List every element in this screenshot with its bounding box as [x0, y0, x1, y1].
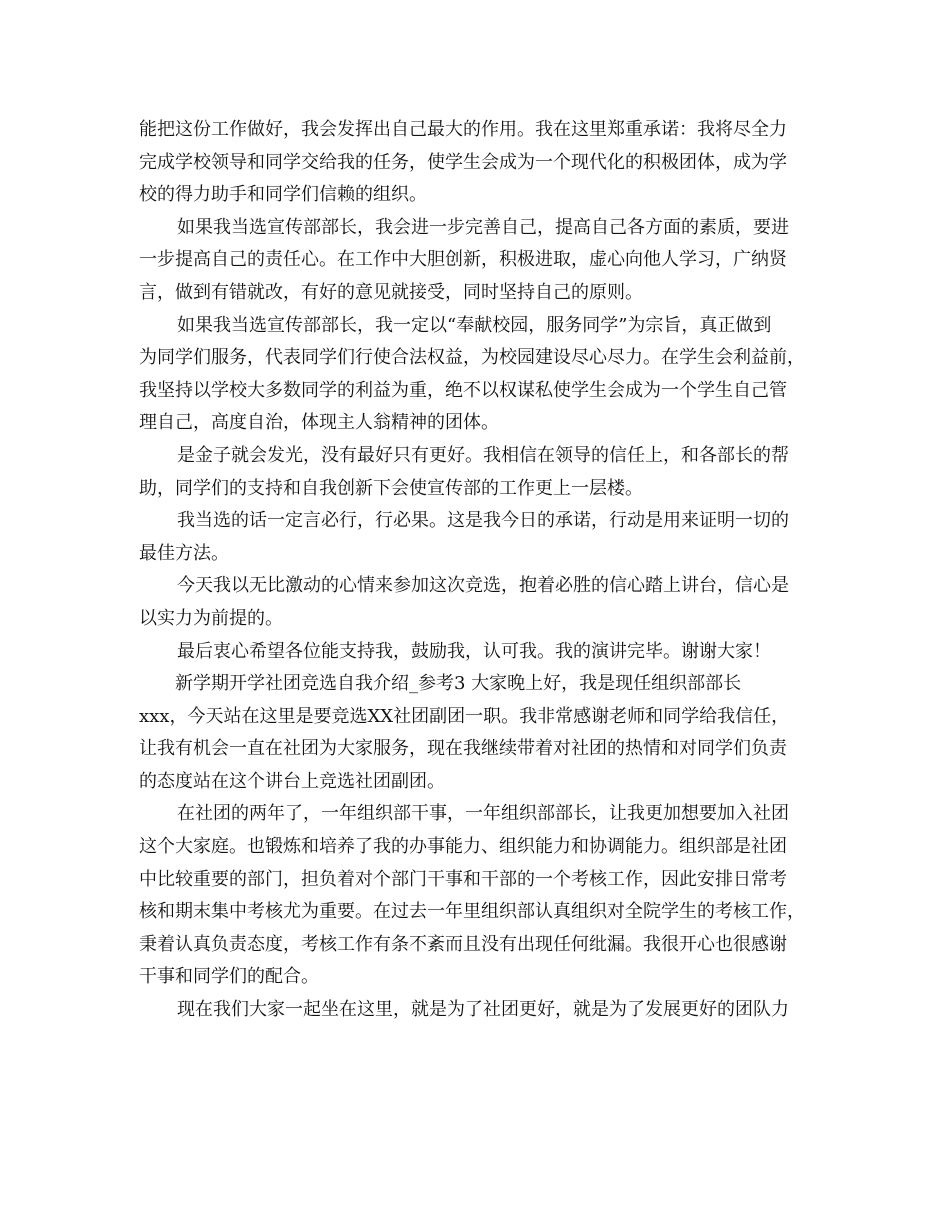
text-line: 让我有机会一直在社团为大家服务，现在我继续带着对社团的热情和对同学们负责: [139, 738, 787, 760]
text-line: 为同学们服务，代表同学们行使合法权益，为校园建设尽心尽力。在学生会利益前，: [139, 347, 805, 369]
text-line: 核和期末集中考核尤为重要。在过去一年里组织部认真组织对全院学生的考核工作，: [139, 901, 805, 923]
text-line: 干事和同学们的配合。: [139, 966, 319, 988]
text-line: 的态度站在这个讲台上竞选社团副团。: [139, 770, 445, 792]
text-line: 言，做到有错就改，有好的意见就接受，同时坚持自己的原则。: [139, 281, 643, 303]
section-heading-line: 新学期开学社团竞选自我介绍_参考3 大家晚上好，我是现任组织部部长: [175, 673, 742, 695]
paragraph-start-line: 如果我当选宣传部部长，我会进一步完善自己，提高自己各方面的素质，要进: [177, 216, 789, 238]
text-line: 秉着认真负责态度，考核工作有条不紊而且没有出现任何纰漏。我很开心也很感谢: [139, 933, 787, 955]
text-line: xxx，今天站在这里是要竞选XX社团副团一职。我非常感谢老师和同学给我信任，: [139, 705, 790, 727]
text-line: 能把这份工作做好，我会发挥出自己最大的作用。我在这里郑重承诺：我将尽全力: [139, 119, 787, 140]
paragraph-start-line: 我当选的话一定言必行，行必果。这是我今日的承诺，行动是用来证明一切的: [177, 510, 789, 532]
text-line: 以实力为前提的。: [139, 607, 283, 629]
paragraph-start-line: 如果我当选宣传部部长，我一定以“奉献校园，服务同学”为宗旨，真正做到: [177, 314, 772, 336]
text-line: 最佳方法。: [139, 542, 229, 564]
paragraph-start-line: 现在我们大家一起坐在这里，就是为了社团更好，就是为了发展更好的团队力: [177, 999, 789, 1021]
text-line: 中比较重要的部门，担负着对个部门干事和干部的一个考核工作，因此安排日常考: [139, 868, 787, 890]
text-line: 校的得力助手和同学们信赖的组织。: [139, 184, 427, 206]
text-line: 理自己，高度自治，体现主人翁精神的团体。: [139, 412, 499, 434]
paragraph-start-line: 是金子就会发光，没有最好只有更好。我相信在领导的信任上，和各部长的帮: [177, 444, 789, 466]
text-line: 一步提高自己的责任心。在工作中大胆创新，积极进取，虚心向他人学习，广纳贤: [139, 249, 787, 271]
text-line: 这个大家庭。也锻炼和培养了我的办事能力、组织能力和协调能力。组织部是社团: [139, 836, 787, 858]
document-body: [139, 114, 839, 1027]
text-line: 我坚持以学校大多数同学的利益为重，绝不以权谋私使学生会成为一个学生自己管: [139, 379, 787, 401]
paragraph-start-line: 最后衷心希望各位能支持我，鼓励我，认可我。我的演讲完毕。谢谢大家！: [177, 640, 771, 662]
paragraph-start-line: 今天我以无比激动的心情来参加这次竞选，抱着必胜的信心踏上讲台，信心是: [177, 575, 789, 597]
text-line: 完成学校领导和同学交给我的任务，使学生会成为一个现代化的积极团体，成为学: [139, 151, 787, 173]
paragraph-start-line: 在社团的两年了，一年组织部干事，一年组织部部长，让我更加想要加入社团: [177, 803, 789, 825]
text-line: 助，同学们的支持和自我创新下会使宣传部的工作更上一层楼。: [139, 477, 643, 499]
